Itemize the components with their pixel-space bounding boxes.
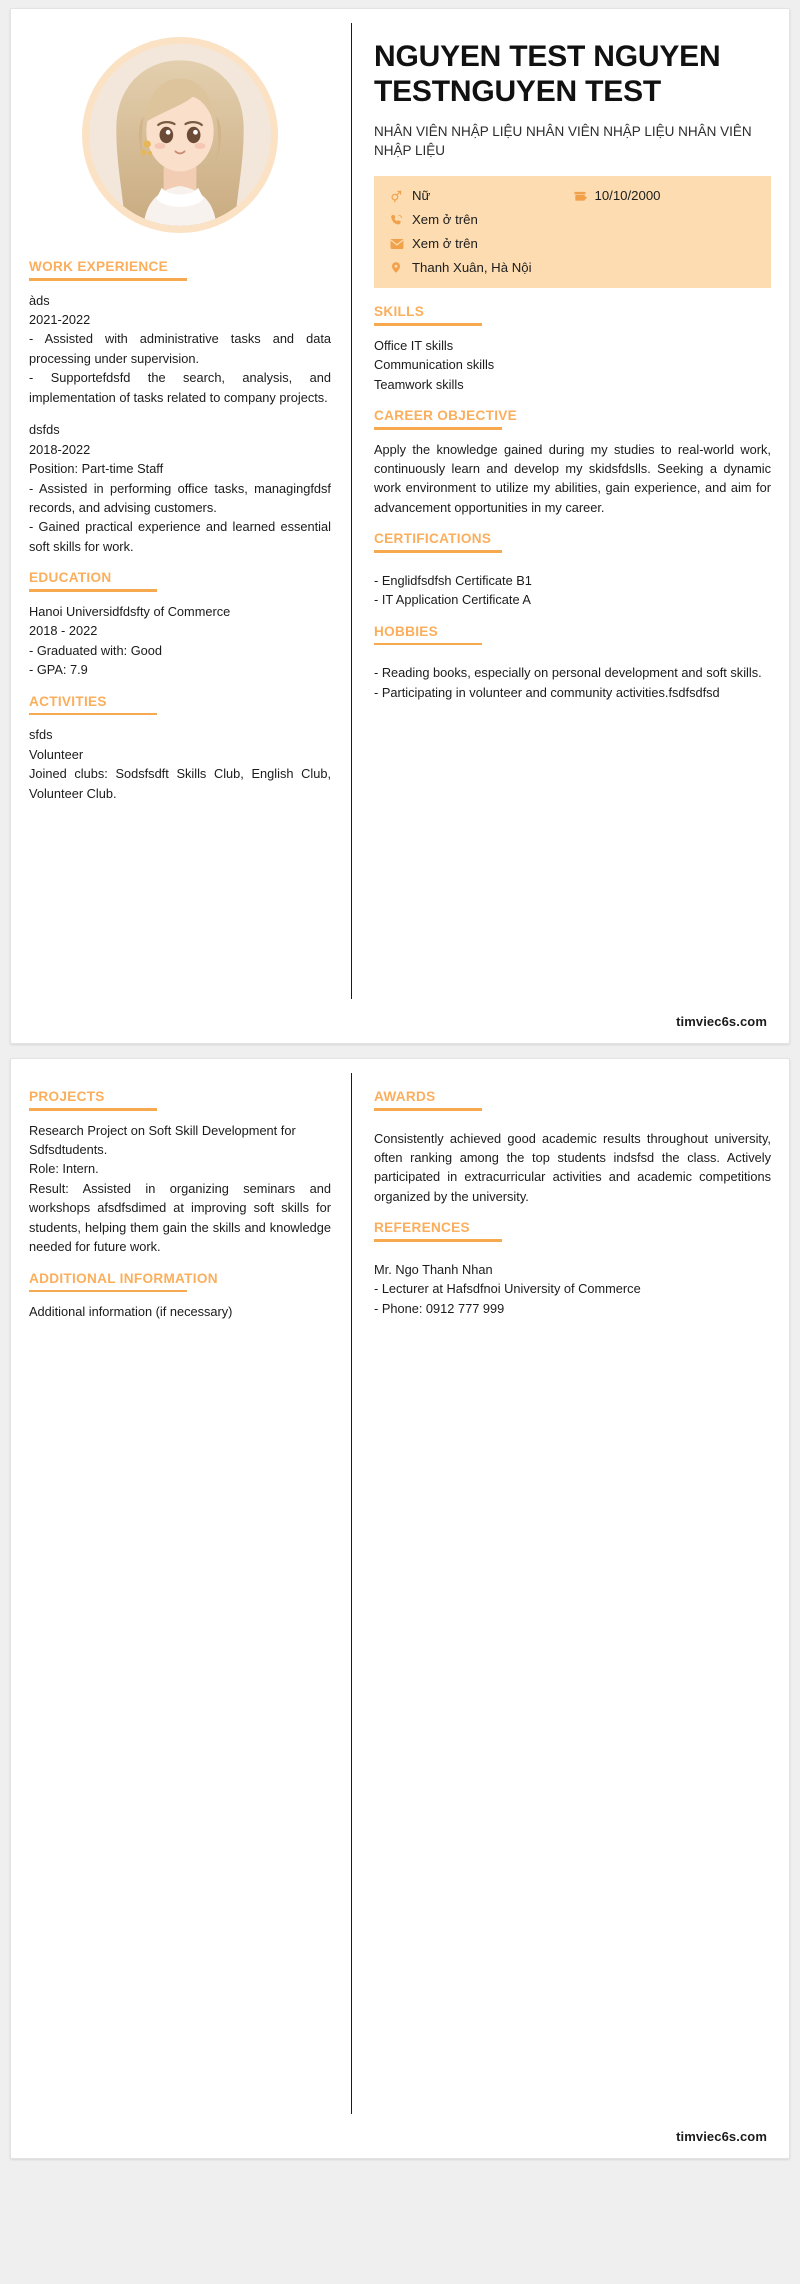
section-heading-projects: PROJECTS [29,1089,105,1104]
section-rule [374,643,482,646]
page2-left-column [29,1073,351,2114]
contact-phone [390,212,478,227]
cv-page-1 [10,8,790,1044]
section-awards [374,1089,771,1206]
location-icon [390,260,412,275]
contact-row [390,260,755,275]
section-certifications [374,531,771,609]
section-heading-additional-information: ADDITIONAL INFORMATION [29,1270,218,1286]
page-title: NGUYEN TEST NGUYEN TESTNGUYEN TEST [374,40,721,109]
contact-row [390,188,755,203]
contact-phone-value: Xem ở trên [412,212,478,228]
work-bullet: - Gained practical experience and learned essential soft skills for work. [29,519,331,554]
activities-detail: Joined clubs: Sodsfsdft Skills Club, English Club, Volunteer Club. [29,766,331,801]
section-projects [29,1089,331,1257]
hobby-item: - Participating in volunteer and community activities.fsdfsdfsd [374,684,720,700]
section-heading-skills: SKILLS [374,304,425,320]
contact-gender-value: Nữ [412,188,431,204]
section-heading-certifications: CERTIFICATIONS [374,531,492,547]
contact-gender [390,188,573,203]
additional-information-text: Additional information (if necessary) [29,1304,233,1320]
contact-birthday [573,188,756,203]
spacer [374,1252,771,1260]
skill-item: Office IT skills [374,337,454,353]
section-work-experience [29,259,331,556]
work-company: àds [29,292,50,308]
section-references [374,1220,771,1318]
avatar-container [29,23,331,259]
skill-item: Communication skills [374,357,495,373]
brand-label: timviec6s.com [676,1014,767,1029]
calendar-icon [573,189,595,203]
contact-row [390,212,755,227]
section-skills [374,304,771,394]
work-entry [29,420,331,556]
section-career-objective [374,408,771,517]
contact-email [390,236,478,251]
section-rule [29,1108,157,1111]
section-additional-information [29,1271,331,1322]
section-rule [29,713,157,716]
awards-text: Consistently achieved good academic results throughout university, often ranking among the top students indsfsd the class. Actively participated in extracurricular activities and academic competitions organized by the university. [374,1130,771,1204]
section-heading-education: EDUCATION [29,570,112,586]
section-heading-career-objective: CAREER OBJECTIVE [374,408,518,423]
section-rule [29,1290,187,1293]
spacer [374,1121,771,1129]
education-period: 2018 - 2022 [29,623,98,639]
work-entry [29,291,331,408]
project-role: Role: Intern. [29,1161,99,1177]
contact-address [390,260,532,275]
page2-right-column [352,1073,771,2114]
work-bullet: - Assisted with administrative tasks and data processing under supervision. [29,331,331,366]
section-rule [374,427,502,430]
job-title: NHÂN VIÊN NHẬP LIỆU NHÂN VIÊN NHẬP LIỆU NHÂN VIÊN NHẬP LIỆU [374,123,752,158]
work-period: 2021-2022 [29,312,91,328]
contact-info-box [374,176,771,288]
section-rule [29,589,157,592]
activities-org: sfds [29,727,53,743]
contact-email-value: Xem ở trên [412,236,478,252]
reference-phone: - Phone: 0912 777 999 [374,1300,505,1316]
work-period: 2018-2022 [29,441,91,457]
email-icon [390,238,412,250]
education-gpa: - GPA: 7.9 [29,662,88,678]
cv-page-2 [10,1058,790,2159]
section-rule [374,1108,482,1111]
project-result: Result: Assisted in organizing seminars and workshops afsdfsdimed at improving soft skills for students, helping them gain the skills and knowledge needed for future work. [29,1180,331,1255]
page1-left-column [29,23,351,999]
certification-item: - IT Application Certificate A [374,592,531,608]
section-rule [374,550,502,553]
reference-role: - Lecturer at Hafsdfnoi University of Commerce [374,1281,641,1297]
section-heading-work-experience: WORK EXPERIENCE [29,259,168,274]
avatar [82,37,278,233]
education-school: Hanoi Universidfdsfty of Commerce [29,603,231,619]
section-rule [374,1239,502,1242]
section-heading-activities: ACTIVITIES [29,693,107,709]
section-heading-awards: AWARDS [374,1089,436,1104]
section-heading-references: REFERENCES [374,1220,470,1236]
gender-icon [390,189,412,203]
section-rule [29,278,187,281]
activities-role: Volunteer [29,746,84,762]
section-heading-hobbies: HOBBIES [374,623,439,639]
avatar-photo-icon [89,44,271,226]
certification-item: - Englidfsdfsh Certificate B1 [374,572,532,588]
project-title: Research Project on Soft Skill Development for Sdfsdtudents. [29,1122,296,1158]
section-rule [374,323,482,326]
work-position: Position: Part-time Staff [29,461,164,477]
section-hobbies [374,624,771,702]
spacer [374,563,771,571]
work-bullet: - Supportefdsfd the search, analysis, and implementation of tasks related to company projects. [29,370,331,405]
brand-label: timviec6s.com [676,2129,767,2144]
phone-icon [390,213,412,227]
spacer [374,655,771,663]
section-education [29,570,331,679]
skill-item: Teamwork skills [374,376,464,392]
page1-footer [11,1009,789,1043]
reference-name: Mr. Ngo Thanh Nhan [374,1261,493,1277]
page1-right-column [352,23,771,999]
work-company: dsfds [29,422,60,438]
education-grade: - Graduated with: Good [29,642,163,658]
hobby-item: - Reading books, especially on personal development and soft skills. [374,665,762,681]
career-objective-text: Apply the knowledge gained during my studies to real-world work, continuously learn and develop my skidsfdslls. Seeking a dynamic work environment to utilize my abilities, gain experience, and aim for advancement opportunities in my career. [374,441,771,515]
work-bullet: - Assisted in performing office tasks, managingfdsf records, and advising customers. [29,480,331,515]
page2-footer [11,2124,789,2158]
contact-row [390,236,755,251]
contact-address-value: Thanh Xuân, Hà Nội [412,260,532,276]
contact-birthday-value: 10/10/2000 [594,188,661,204]
section-activities [29,694,331,803]
